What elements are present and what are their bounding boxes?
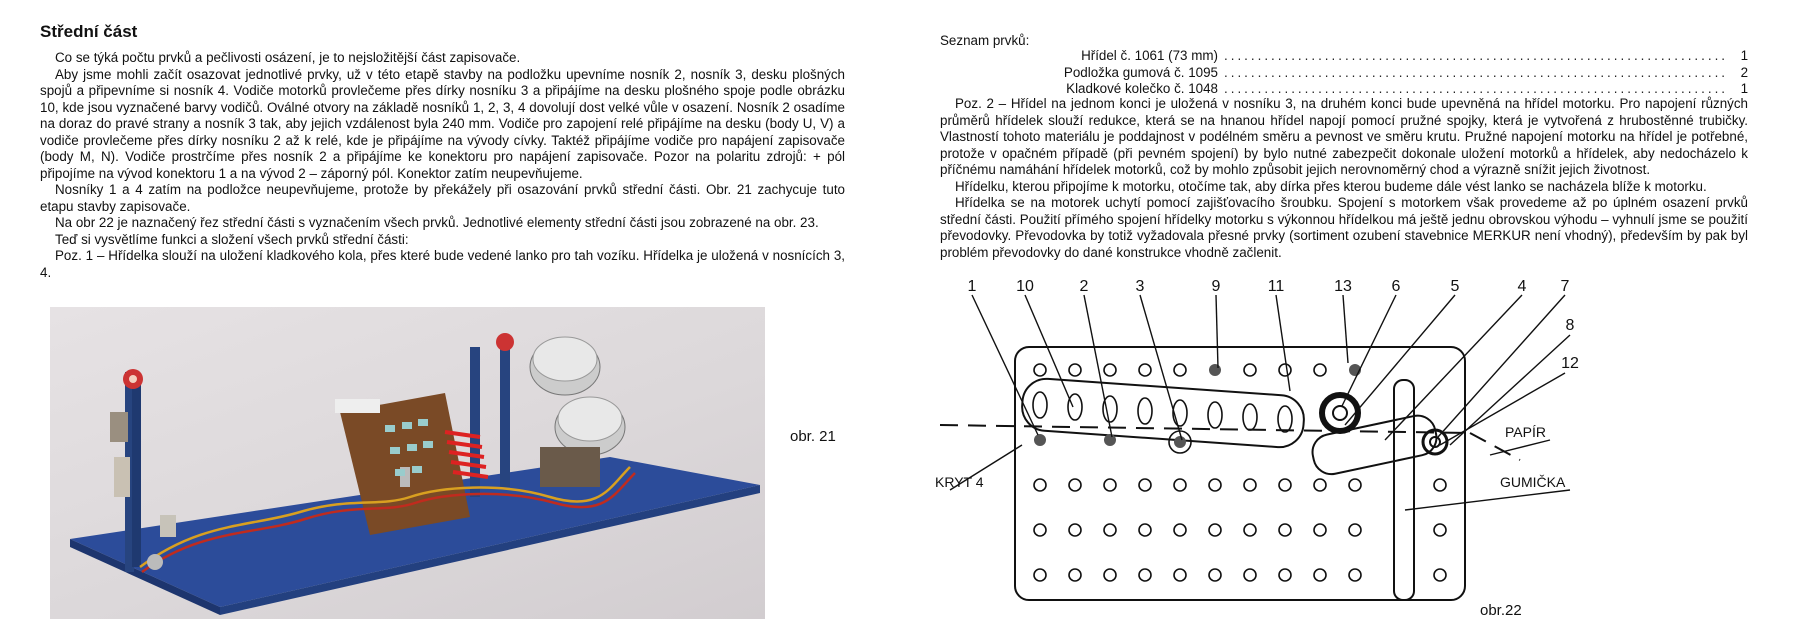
- callout-number: 10: [1016, 278, 1034, 295]
- parts-list-heading: Seznam prvků:: [940, 33, 1030, 48]
- callout-number: 6: [1391, 278, 1401, 295]
- base-plate: [1015, 347, 1465, 600]
- paragraph: Na obr 22 je naznačený řez střední části s vyznačením všech prvků. Jednotlivé elementy střední části jsou zobrazené na obr. 23.: [55, 215, 819, 230]
- pulley: [1322, 395, 1358, 431]
- callout-number: 11: [1267, 278, 1285, 295]
- callout-number: 8: [1565, 317, 1575, 334]
- paragraph: Co se týká počtu prvků a pečlivosti osázení, je to nejsložitější část zapisovače.: [55, 50, 521, 65]
- paragraph: Teď si vysvětlíme funkci a složení všech prvků střední části:: [55, 231, 409, 247]
- paragraph: Hřídelku, kterou připojíme k motorku, otočíme tak, aby dírka přes kterou budeme dále vést lanko se nacházela blíže k motorku.: [955, 178, 1707, 194]
- paragraph: Poz. 2 – Hřídel na jednom konci je uložená v nosníku 3, na druhém konci bude upevněná na hřídel motorku. Pro napojení různých průměrů hřídelek slouží redukce, která se na hnanou hřídel napojí pomocí pružné spojky, která je vytvořená z hrubostěnné trubičky. Vlastností tohoto materiálu je poddajnost v podélném směru a pevnost ve směru krutu. Pružné napojení motorku na hřídel je potřebné, protože v opačném případě (při pevném spojení) by bylo nutné zabezpečit dokonale uložení motorků a hřídelek, aby nedocházelo k příčnému namáhání hřídelek motorků, což by mohlo způsobit jejich nerovnoměrný chod a výrazně snížit jejich životnost.: [940, 96, 1748, 177]
- part-quantity: 2: [1740, 64, 1749, 80]
- paragraph: Poz. 1 – Hřídelka slouží na uložení kladkového kola, přes které bude vedené lanko pro tah vozíku. Hřídelka je uložená v nosnících 3, 4.: [40, 248, 845, 280]
- leader-lines: [950, 295, 1570, 510]
- pulley-hub: [1333, 406, 1347, 420]
- part-quantity: 1: [1740, 48, 1749, 63]
- callout-number: 7: [1560, 278, 1570, 295]
- part-name: Podložka gumová č. 1095: [1063, 64, 1218, 80]
- callout-number: 2: [1079, 278, 1089, 295]
- part-name: Kladkové kolečko č. 1048: [1066, 81, 1218, 96]
- leader-dots: ...........................................................................: [1224, 81, 1729, 96]
- cross-section-diagram: [930, 278, 1770, 630]
- hole-grid: [1033, 364, 1446, 581]
- callout-number: 9: [1211, 278, 1221, 295]
- callout-number: 1: [967, 278, 977, 295]
- callout-number: 5: [1450, 278, 1460, 295]
- callout-number: 13: [1334, 278, 1352, 295]
- part-name: Hřídel č. 1061 (73 mm): [1081, 48, 1218, 63]
- paragraph: Hřídelka se na motorek uchytí pomocí zajišťovacího šroubku. Spojení s motorkem však provedeme až po úplném osazení prvků střední části. Použití přímého spojení hřídelky motorku s výkonnou hřídelkou má ještě jednu obrovskou výhodu – vyhnulí jsme se použití převodovky. Převodovka by totiž vyžadovala přesné prvky (sortiment ozubení stavebnice MERKUR není vhodný), především by pak byl problém převodovky do dané konstrukce vhodně začlenit.: [940, 195, 1748, 260]
- callout-number: 12: [1561, 355, 1579, 372]
- assembly-photo-illustration: [50, 307, 765, 619]
- leader-dots: ...........................................................................: [1224, 48, 1729, 63]
- beam: [1021, 377, 1306, 449]
- hatched-holes: [1034, 364, 1361, 448]
- callout-number: 3: [1135, 278, 1145, 295]
- callout-number: 4: [1517, 278, 1527, 295]
- right-body-text: [940, 96, 1748, 261]
- parts-list-item: [1040, 48, 1749, 65]
- assembly-photo: [50, 307, 765, 619]
- paragraph: Nosníky 1 a 4 zatím na podložce neupevňujeme, protože by překážely při osazování prvků střední části. Obr. 21 zachycuje tuto etapu stavby zapisovače.: [40, 182, 845, 214]
- papir-label: PAPÍR: [1505, 424, 1546, 440]
- gumicka-label: GUMIČKA: [1500, 474, 1566, 490]
- beam: [1309, 412, 1440, 477]
- left-body-text: [40, 50, 845, 281]
- parts-list: [1040, 48, 1749, 98]
- paragraph: Aby jsme mohli začít osazovat jednotlivé prvky, už v této etapě stavby na podložku upevníme nosník 2, nosník 3, desku plošných spojů a připevníme si nosník 4. Vodiče motorků provlečeme přes dírky nosníku 3 a připájíme na desku plošného spoje podle obrázku 10, kde jsou vyznačené barvy vodičů. Oválné otvory na základě nosníků 1, 2, 3, 4 dovolují dost velké vůle v osazení. Nosník 2 osadíme na doraz do pravé strany a nosník 3 tak, aby jejich vzdálenost byla 240 mm. Vodiče pro zapojení relé připájíme na desku (body U, V) a vodiče provlečeme přes dírky nosníku 2 až k relé, kde je připájíme na vývody cívky. Taktéž připájíme vodiče pro napájení zapisovače (body M, N). Vodiče prostrčíme přes nosník 2 a připájíme ke konektoru pro napájení zapisovače. Pozor na polaritu zdrojů: + pól připojíme na vývod konektoru 1 a na vývod 2 – záporný pól. Konektor zatím neupevňujeme.: [40, 66, 845, 181]
- leader-dots: ...........................................................................: [1224, 64, 1729, 80]
- kryt-label: KRYT 4: [935, 474, 984, 490]
- figure-caption: obr.22: [1480, 602, 1522, 619]
- parts-list-item: [1040, 64, 1749, 82]
- section-title: Střední část: [40, 22, 138, 41]
- part-quantity: 1: [1740, 81, 1749, 96]
- paper-line: [940, 425, 1470, 433]
- figure-caption: obr. 21: [790, 428, 836, 445]
- right-page: [900, 0, 1800, 635]
